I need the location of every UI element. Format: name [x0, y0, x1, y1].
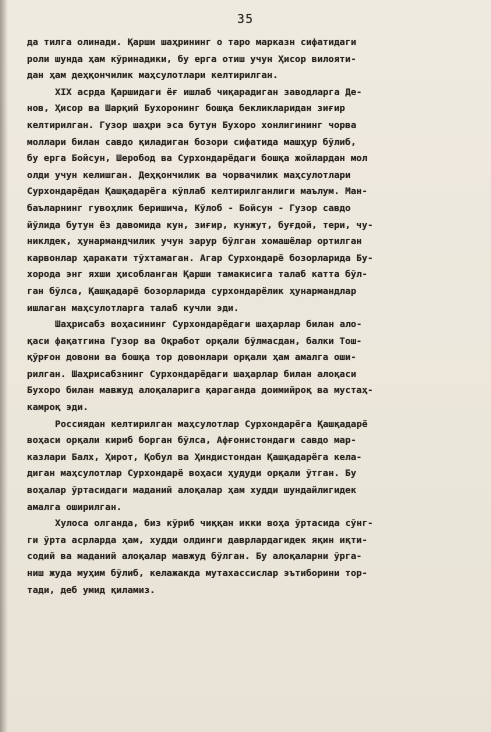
page-binding-edge [0, 0, 8, 732]
text-line: ишлаган маҳсулотларга талаб кучли эди. [27, 302, 240, 314]
text-line: олди учун келишган. Деҳқончилик ва чорвачилик маҳсулотлари [27, 169, 351, 181]
text-line: камроқ эди. [27, 402, 89, 414]
text-line: моллари билан савдо қиладиган бозори сифатида машҳур бўлиб, [27, 136, 357, 148]
text-line: Шаҳрисабз воҳасининг Сурхондарёдаги шаҳарлар билан ало- [55, 319, 362, 331]
text-line: Бухоро билан мавжуд алоқаларига қараганда доимийроқ ва мустаҳ- [27, 385, 374, 397]
text-line: да тилга олинади. Қарши шаҳрининг о таро марказн сифатидаги [27, 37, 357, 48]
text-line: XIX асрда Қаршидаги ёғ ишлаб чиқарадиган заводларга Де- [55, 86, 362, 98]
text-line: ган бўлса, Қашқадарё бозорларида сурхондарёлик ҳунармандлар [27, 285, 357, 297]
text-line: роли шунда ҳам кўринадики, бу ерга отиш учун Ҳисор вилояти- [27, 53, 357, 65]
text-line: Россиядан келтирилган маҳсулотлар Сурхондарёга Қашқадарё [55, 418, 368, 430]
text-line: никлдек, ҳунармандчилик учун зарур бўлган хомашёлар ортилган [27, 236, 362, 248]
text-line: карвонлар ҳаракати тўхтамаган. Агар Сурхондарё бозорларида Бу- [27, 252, 374, 264]
text-line: содий ва маданий алоқалар мавжуд бўлган. Бу алоқаларни ўрга- [27, 551, 362, 563]
text-line: йўлида бутун ёз давомида кун, зиғир, кунжут, буғдой, тери, чу- [27, 219, 374, 231]
text-line: тади, деб умид қиламиз. [27, 584, 156, 596]
text-line: ги ўрта асрларда ҳам, худди олдинги даврлардагидек яқин иқти- [27, 534, 368, 546]
text-line: келтирилган. Гузор шаҳри эса бутун Бухоро хонлигининг чорва [27, 119, 357, 131]
text-line: хорода энг яхши ҳисобланган Қарши тамакисига талаб катта бўл- [27, 269, 368, 281]
text-line: ниш жуда муҳим бўлиб, келажакда мутахассислар эътиборини тор- [27, 568, 368, 579]
text-line: рилган. Шаҳрисабзнинг Сурхондарёдаги шаҳарлар билан алоқаси [27, 368, 357, 380]
text-line: Хулоса олганда, биз кўриб чиққан икки воҳа ўртасида сўнг- [55, 518, 374, 530]
body-text [27, 35, 473, 599]
text-line: баъларнинг гувоҳлик беришича, Кўлоб - Бойсун - Гузор савдо [27, 202, 351, 214]
text-line: Сурхондарёдан Қашқадарёга кўплаб келтирилганлиги маълум. Ман- [27, 186, 368, 198]
text-line: амалга оширилган. [27, 501, 122, 513]
text-line: воҳалар ўртасидаги маданий алоқалар ҳам худди шундайлигидек [27, 485, 357, 497]
text-line: дан ҳам деҳқончилик маҳсулотлари келтирилган. [27, 70, 279, 82]
text-line: нов, Ҳисор ва Шарқий Бухоронинг бошқа бекликларидан зиғир [27, 103, 346, 115]
text-line: бу ерга Бойсун, Шеробод ва Сурхондарёдаги бошқа жойлардан мол [27, 153, 368, 165]
text-line: диган маҳсулотлар Сурхондарё воҳаси ҳудуди орқали ўтган. Бу [27, 468, 357, 480]
text-line: казлари Балх, Ҳирот, Қобул ва Ҳиндистондан Қашқадарёга кела- [27, 451, 362, 463]
text-line: қўрғон довони ва бошқа тор довонлари орқали ҳам амалга оши- [27, 352, 357, 364]
text-line: воҳаси орқали кириб борган бўлса, Афғонистондаги савдо мар- [27, 435, 357, 447]
text-line: қаси фақатгина Гузор ва Оқработ орқали бўлмасдан, балки Тош- [27, 335, 362, 347]
page-number: 35 [237, 12, 254, 26]
